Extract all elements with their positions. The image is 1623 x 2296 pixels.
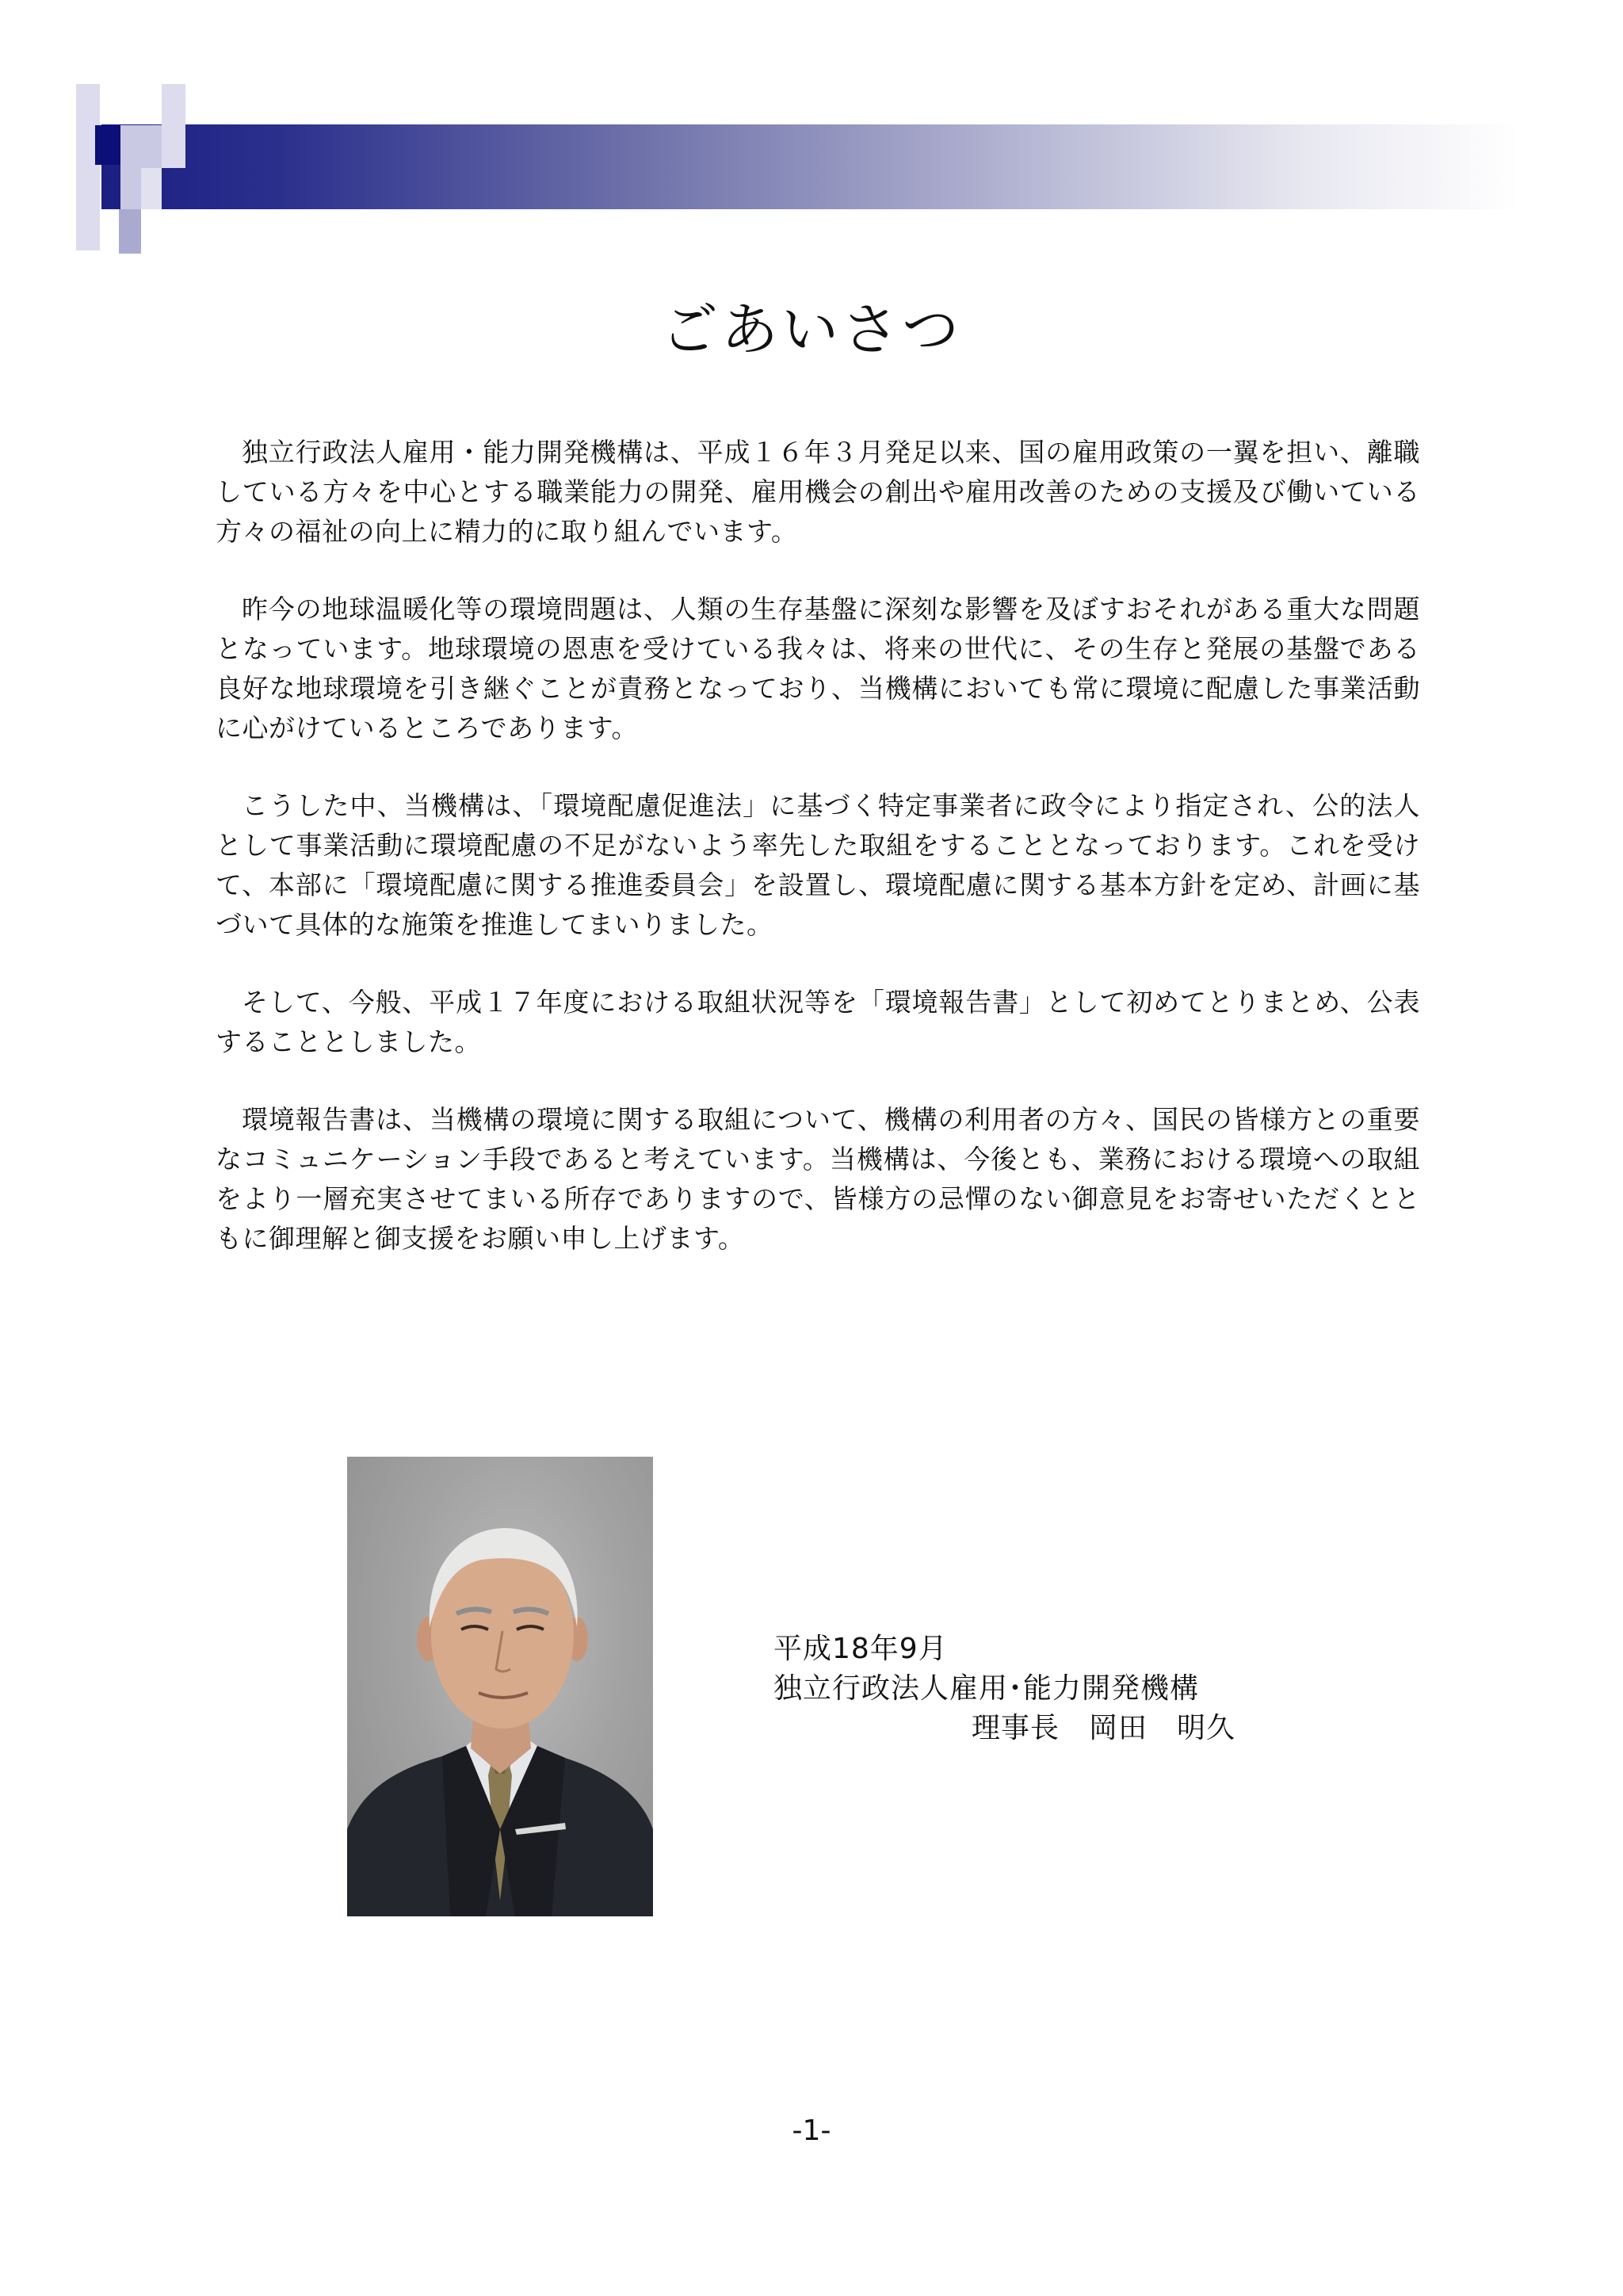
page-number: -1- bbox=[792, 2115, 831, 2147]
decor-square bbox=[119, 209, 141, 254]
signature-date: 平成18年9月 bbox=[773, 1633, 948, 1665]
decor-square bbox=[141, 168, 162, 209]
greeting-body bbox=[216, 433, 1420, 1297]
decor-square bbox=[162, 84, 185, 168]
page-title: ごあいさつ bbox=[660, 296, 962, 363]
paragraph: そして、今般、平成１７年度における取組状況等を「環境報告書」として初めてとりまとめ、公表することとしました。 bbox=[216, 987, 1420, 1057]
decor-square-dark bbox=[95, 125, 120, 165]
decor-square bbox=[76, 84, 100, 250]
header-decoration bbox=[0, 0, 1623, 269]
paragraph: 環境報告書は、当機構の環境に関する取組について、機構の利用者の方々、国民の皆様方との重要なコミュニケーション手段であると考えています。当機構は、今後とも、業務における環境への取組をより一層充実させてまいる所存でありますので、皆様方の忌憚のない御意見をお寄せいただくとともに御理解と御支援をお願い申し上げます。 bbox=[216, 1104, 1420, 1254]
signature-name: 理事長 岡田 明久 bbox=[972, 1712, 1236, 1744]
paragraph: こうした中、当機構は、「環境配慮促進法」に基づく特定事業者に政令により指定され、公的法人として事業活動に環境配慮の不足がないよう率先した取組をすることとなっております。これを受けて、本部に「環境配慮に関する推進委員会」を設置し、環境配慮に関する基本方針を定め、計画に基づいて具体的な施策を推進してまいりました。 bbox=[216, 790, 1420, 940]
signature-block bbox=[773, 1629, 1235, 1748]
signature-organization: 独立行政法人雇用･能力開発機構 bbox=[773, 1672, 1200, 1705]
header-gradient-bar bbox=[101, 124, 1520, 209]
paragraph: 独立行政法人雇用・能力開発機構は、平成１６年３月発足以来、国の雇用政策の一翼を担い、離職している方々を中心とする職業能力の開発、雇用機会の創出や雇用改善のための支援及び働いている方々の福祉の向上に精力的に取り組んでいます。 bbox=[216, 437, 1421, 547]
paragraph: 昨今の地球温暖化等の環境問題は、人類の生存基盤に深刻な影響を及ぼすおそれがある重大な問題となっています。地球環境の恩恵を受けている我々は、将来の世代に、その生存と発展の基盤である良好な地球環境を引き継ぐことが責務となっており、当機構においても常に環境に配慮した事業活動に心がけているところであります。 bbox=[216, 594, 1420, 743]
portrait-photo bbox=[347, 1457, 653, 1916]
